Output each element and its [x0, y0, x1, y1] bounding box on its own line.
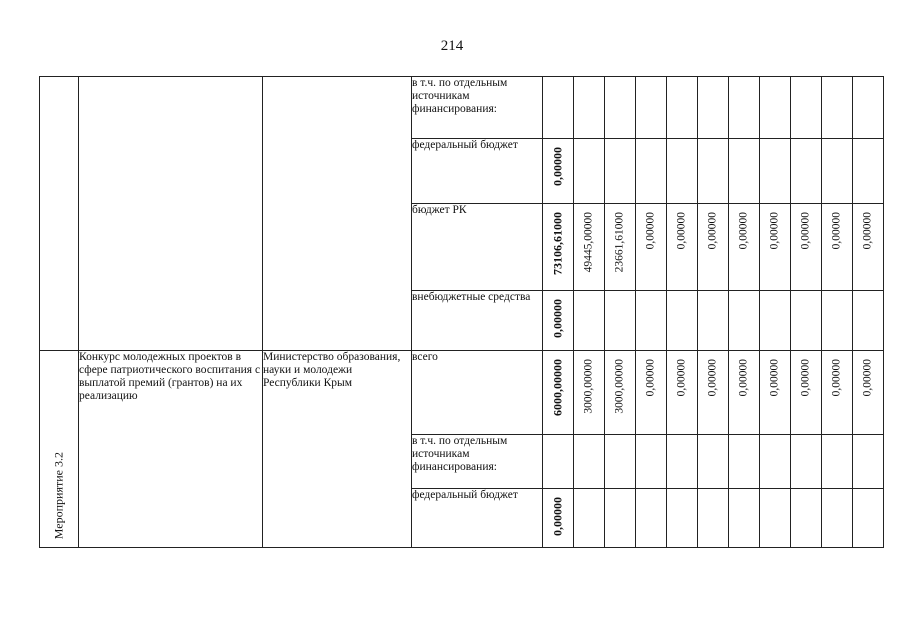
value-cell: [543, 351, 574, 435]
value-cell: [605, 435, 636, 489]
value-cell: [729, 77, 760, 139]
funding-source-cell: бюджет РК: [412, 204, 543, 291]
value-cell: [760, 204, 791, 291]
value-cell: [605, 489, 636, 548]
year-value: 49445,00000: [582, 212, 595, 273]
value-cell: [853, 77, 884, 139]
value-cell: [636, 291, 667, 351]
value-cell: [667, 291, 698, 351]
value-cell: [543, 291, 574, 351]
value-cell: [791, 435, 822, 489]
total-value: 0,00000: [550, 497, 565, 536]
value-cell: [729, 291, 760, 351]
year-value: 0,00000: [675, 212, 688, 250]
value-cell: [698, 351, 729, 435]
value-cell: [760, 139, 791, 204]
value-cell: [760, 489, 791, 548]
year-value: 23661,61000: [613, 212, 626, 273]
value-cell: [574, 351, 605, 435]
value-cell: [543, 139, 574, 204]
value-cell: [760, 291, 791, 351]
funding-source-cell: федеральный бюджет: [412, 139, 543, 204]
year-value: 0,00000: [830, 212, 843, 250]
year-value: 0,00000: [861, 212, 874, 250]
value-cell: [543, 77, 574, 139]
value-cell: [853, 291, 884, 351]
funding-source-cell: внебюджетные средства: [412, 291, 543, 351]
year-value: 0,00000: [861, 359, 874, 397]
value-cell: [729, 351, 760, 435]
measure-name: Конкурс молодежных проектов в сфере патриотического воспитания с выплатой премий (грантов) на их реализацию: [79, 351, 263, 548]
value-cell: [574, 204, 605, 291]
value-cell: [822, 77, 853, 139]
value-cell: [667, 351, 698, 435]
year-value: 0,00000: [768, 359, 781, 397]
value-cell: [729, 489, 760, 548]
value-cell: [605, 351, 636, 435]
year-value: 3000,00000: [613, 359, 626, 414]
total-value: 0,00000: [550, 147, 565, 186]
value-cell: [822, 139, 853, 204]
value-cell: [543, 489, 574, 548]
value-cell: [729, 139, 760, 204]
value-cell: [853, 351, 884, 435]
value-cell: [667, 204, 698, 291]
table-row: [40, 77, 884, 139]
year-value: 0,00000: [644, 212, 657, 250]
value-cell: [760, 351, 791, 435]
value-cell: [667, 77, 698, 139]
table-row: [40, 351, 884, 435]
value-cell: [574, 489, 605, 548]
value-cell: [698, 435, 729, 489]
funding-source-cell: всего: [412, 351, 543, 435]
value-cell: [853, 139, 884, 204]
budget-table: [39, 76, 884, 548]
value-cell: [698, 204, 729, 291]
value-cell: [698, 489, 729, 548]
value-cell: [574, 435, 605, 489]
value-cell: [822, 291, 853, 351]
value-cell: [791, 204, 822, 291]
measure-label: Мероприятие 3.2: [51, 451, 66, 539]
value-cell: [605, 204, 636, 291]
measure-label-cell: [40, 351, 79, 548]
value-cell: [698, 291, 729, 351]
value-cell: [822, 435, 853, 489]
executor-cell-continued: [263, 77, 412, 351]
value-cell: [667, 139, 698, 204]
year-value: 0,00000: [768, 212, 781, 250]
year-value: 0,00000: [737, 359, 750, 397]
total-value: 0,00000: [550, 299, 565, 338]
value-cell: [853, 204, 884, 291]
year-value: 0,00000: [799, 212, 812, 250]
year-value: 0,00000: [830, 359, 843, 397]
total-value: 6000,00000: [550, 359, 565, 416]
year-value: 0,00000: [737, 212, 750, 250]
value-cell: [822, 351, 853, 435]
value-cell: [760, 77, 791, 139]
year-value: 0,00000: [706, 359, 719, 397]
value-cell: [791, 77, 822, 139]
funding-source-cell: федеральный бюджет: [412, 489, 543, 548]
value-cell: [791, 139, 822, 204]
value-cell: [574, 77, 605, 139]
value-cell: [791, 351, 822, 435]
year-value: 0,00000: [706, 212, 719, 250]
value-cell: [636, 139, 667, 204]
year-value: 3000,00000: [582, 359, 595, 414]
value-cell: [822, 204, 853, 291]
value-cell: [605, 139, 636, 204]
value-cell: [605, 77, 636, 139]
value-cell: [822, 489, 853, 548]
funding-source-cell: в т.ч. по отдельным источникам финансирования:: [412, 77, 543, 139]
value-cell: [698, 77, 729, 139]
value-cell: [636, 204, 667, 291]
measure-name-cell-continued: [79, 77, 263, 351]
year-value: 0,00000: [799, 359, 812, 397]
executor: Министерство образования, науки и молодежи Республики Крым: [263, 351, 412, 548]
value-cell: [574, 139, 605, 204]
value-cell: [791, 291, 822, 351]
funding-source-cell: в т.ч. по отдельным источникам финансирования:: [412, 435, 543, 489]
value-cell: [667, 435, 698, 489]
value-cell: [853, 435, 884, 489]
value-cell: [636, 435, 667, 489]
value-cell: [853, 489, 884, 548]
value-cell: [636, 351, 667, 435]
value-cell: [791, 489, 822, 548]
year-value: 0,00000: [675, 359, 688, 397]
page-number: 214: [440, 38, 464, 54]
value-cell: [729, 204, 760, 291]
value-cell: [760, 435, 791, 489]
value-cell: [543, 204, 574, 291]
value-cell: [698, 139, 729, 204]
value-cell: [543, 435, 574, 489]
value-cell: [574, 291, 605, 351]
value-cell: [605, 291, 636, 351]
total-value: 73106,61000: [550, 212, 565, 275]
value-cell: [729, 435, 760, 489]
value-cell: [636, 77, 667, 139]
value-cell: [636, 489, 667, 548]
value-cell: [667, 489, 698, 548]
measure-cell-continued: [40, 77, 79, 351]
year-value: 0,00000: [644, 359, 657, 397]
